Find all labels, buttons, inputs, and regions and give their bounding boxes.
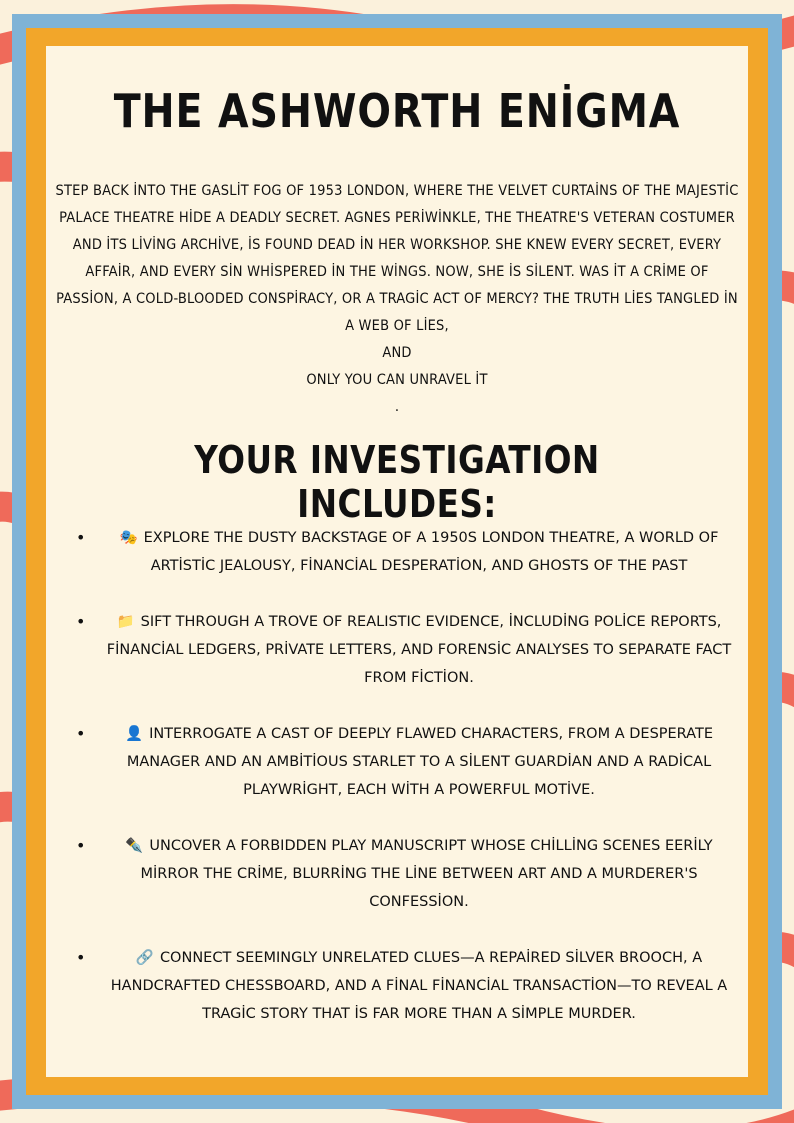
list-item-text: SIFT THROUGH A TROVE OF REALISTIC EVIDENCE, İNCLUDİNG POLİCE REPORTS, FİNANCİAL LEDGERS, PRİVATE LETTERS, AND FORENSİC ANALYSES TO SEPARATE FACT FROM FİCTİON.: [106, 614, 732, 686]
intro-and: AND: [382, 345, 412, 361]
list-item-text: CONNECT SEEMINGLY UNRELATED CLUES—A REPAİRED SİLVER BROOCH, A HANDCRAFTED CHESSBOARD, AND A FİNAL FİNANCİAL TRANSACTİON—TO REVEAL A TRAGİC STORY THAT İS FAR MORE THAN A SİMPLE MURDER.: [110, 950, 728, 1022]
fountain-pen-icon: ✒️: [125, 838, 144, 854]
document-title: THE ASHWORTH ENİGMA: [113, 84, 681, 138]
section-heading: YOUR INVESTIGATION INCLUDES:: [194, 438, 600, 526]
bullet-icon: •: [76, 528, 86, 547]
list-item-text: INTERROGATE A CAST OF DEEPLY FLAWED CHARACTERS, FROM A DESPERATE MANAGER AND AN AMBİTİOUS STARLET TO A SİLENT GUARDİAN AND A RADİCAL PLAYWRİGHT, EACH WİTH A POWERFUL MOTİVE.: [126, 726, 713, 798]
intro-dot: .: [394, 399, 400, 415]
list-item: [72, 524, 740, 580]
list-item: [72, 720, 740, 804]
list-item: [72, 832, 740, 916]
folder-icon: 📁: [116, 614, 135, 630]
theater-masks-icon: 🎭: [119, 530, 138, 546]
bullet-icon: •: [76, 724, 86, 743]
list-item: [72, 944, 740, 1028]
list-item-text: EXPLORE THE DUSTY BACKSTAGE OF A 1950S LONDON THEATRE, A WORLD OF ARTİSTİC JEALOUSY, FİNANCİAL DESPERATİON, AND GHOSTS OF THE PAST: [143, 530, 719, 574]
feature-list: [72, 524, 740, 1056]
intro-paragraph: [54, 178, 740, 421]
chain-link-icon: 🔗: [135, 950, 154, 966]
list-item: [72, 608, 740, 692]
intro-end: ONLY YOU CAN UNRAVEL İT: [306, 372, 488, 388]
list-item-text: UNCOVER A FORBIDDEN PLAY MANUSCRIPT WHOSE CHİLLİNG SCENES EERİLY MİRROR THE CRİME, BLURRİNG THE LİNE BETWEEN ART AND A MURDERER'S CONFESSİON.: [140, 838, 713, 910]
bullet-icon: •: [76, 836, 86, 855]
bullet-icon: •: [76, 612, 86, 631]
intro-text: STEP BACK İNTO THE GASLİT FOG OF 1953 LONDON, WHERE THE VELVET CURTAİNS OF THE MAJESTİC PALACE THEATRE HİDE A DEADLY SECRET. AGNES PERİWİNKLE, THE THEATRE'S VETERAN COSTUMER AND İTS LİVİNG ARCHİVE, İS FOUND DEAD İN HER WORKSHOP. SHE KNEW EVERY SECRET, EVERY AFFAİR, AND EVERY SİN WHİSPERED İN THE WİNGS. NOW, SHE İS SİLENT. WAS İT A CRİME OF PASSİON, A COLD-BLOODED CONSPİRACY, OR A TRAGİC ACT OF MERCY? THE TRUTH LİES TANGLED İN A WEB OF LİES,: [55, 183, 739, 334]
bullet-icon: •: [76, 948, 86, 967]
silhouette-icon: 👤: [125, 726, 144, 742]
content-panel: [46, 46, 748, 1077]
